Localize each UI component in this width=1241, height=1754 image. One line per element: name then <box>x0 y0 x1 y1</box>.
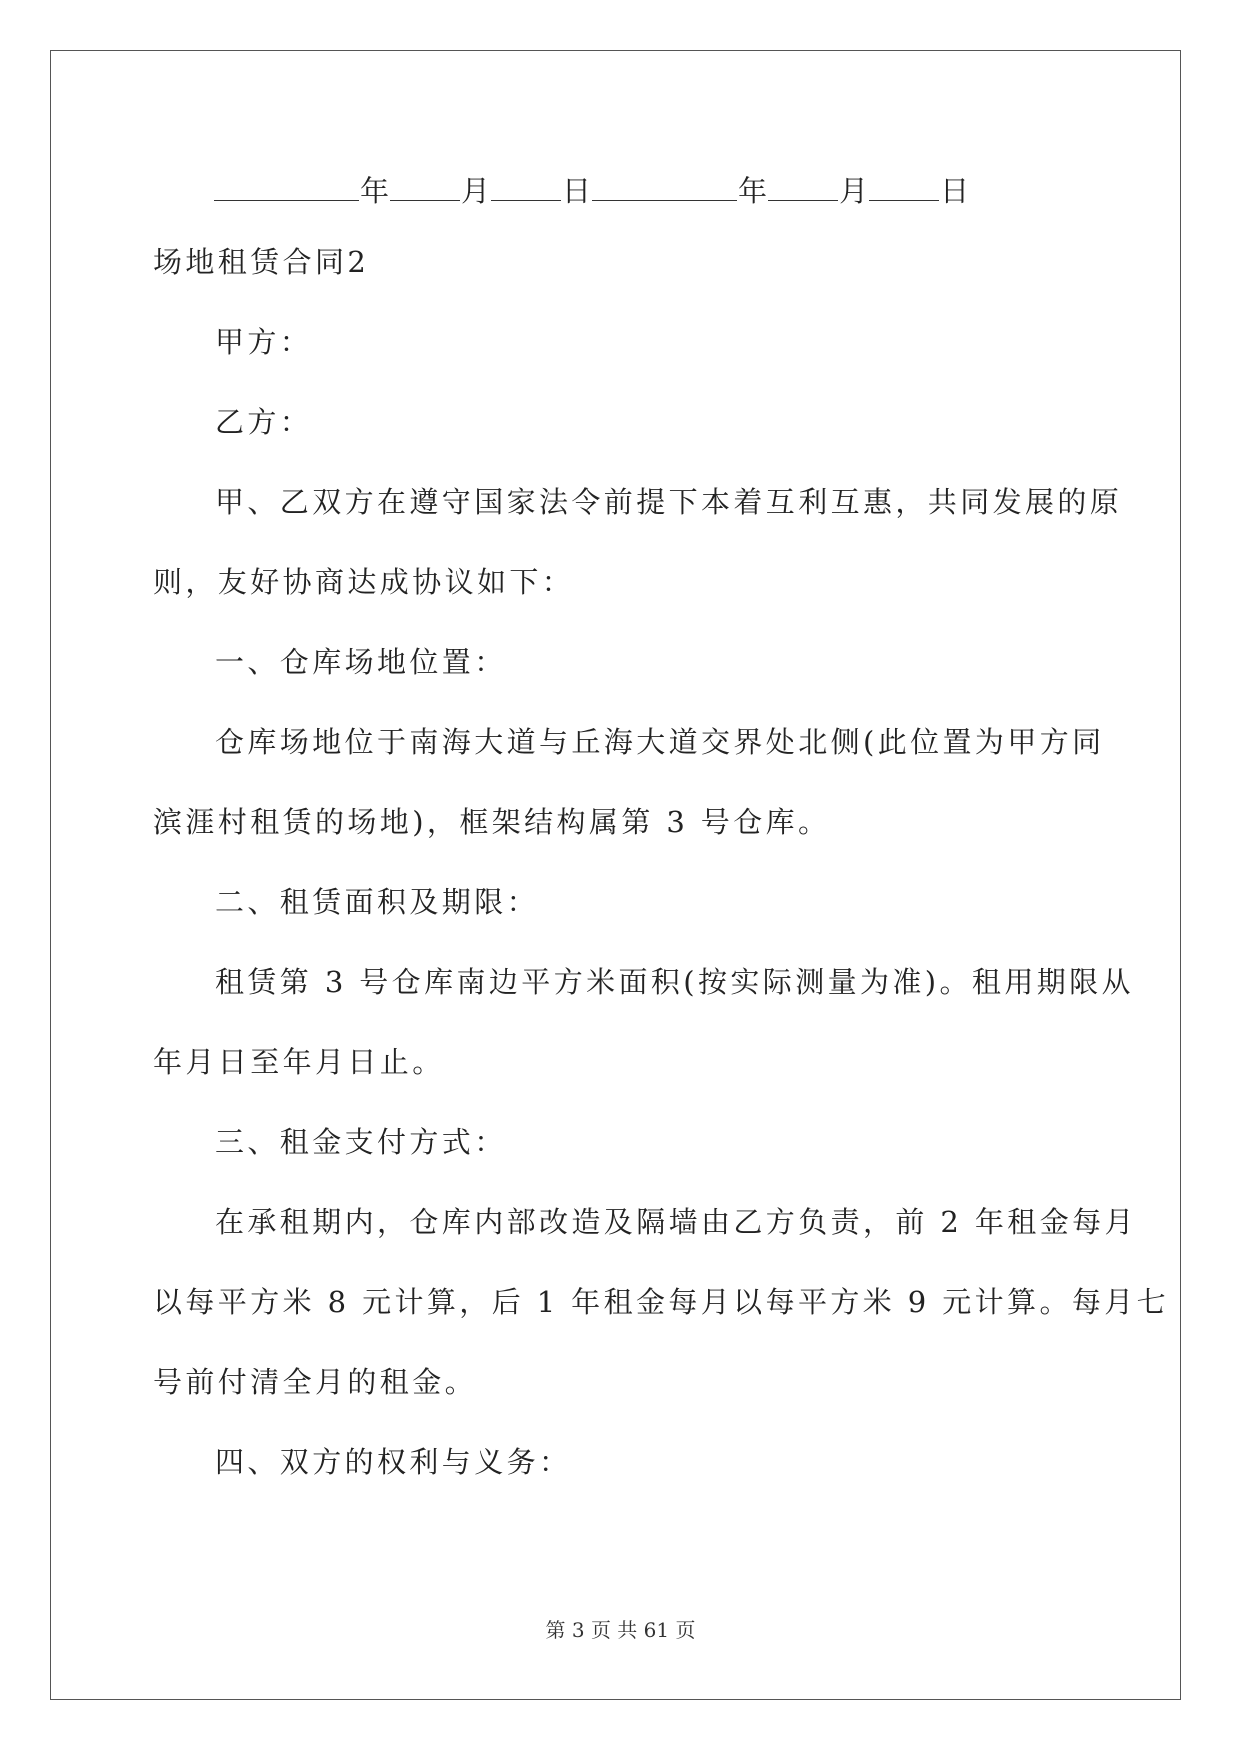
month-label: 月 <box>461 174 491 208</box>
day-label: 日 <box>562 174 592 208</box>
section-heading: 三、租金支付方式： <box>215 1125 507 1159</box>
paragraph-line: 在承租期内，仓库内部改造及隔墙由乙方负责，前 2 年租金每月 <box>215 1205 1137 1239</box>
section-heading: 四、双方的权利与义务： <box>215 1445 572 1479</box>
page-footer: 第 3 页 共 61 页 <box>545 1618 696 1642</box>
month-label: 月 <box>839 174 869 208</box>
date-signature-line <box>213 170 969 211</box>
year-label: 年 <box>360 174 390 208</box>
year-blank <box>214 170 359 201</box>
paragraph-line: 则，友好协商达成协议如下： <box>153 565 575 599</box>
day-blank <box>869 170 939 201</box>
section-heading: 二、租赁面积及期限： <box>215 885 540 919</box>
party-a-label: 甲方： <box>215 325 313 359</box>
paragraph-line: 以每平方米 8 元计算，后 1 年租金每月以每平方米 9 元计算。每月七 <box>153 1285 1170 1319</box>
paragraph-line: 租赁第 3 号仓库南边平方米面积(按实际测量为准)。租用期限从 <box>215 965 1134 999</box>
paragraph-line: 滨涯村租赁的场地)，框架结构属第 3 号仓库。 <box>153 805 831 839</box>
paragraph-line: 甲、乙双方在遵守国家法令前提下本着互利互惠，共同发展的原 <box>215 485 1123 519</box>
party-b-label: 乙方： <box>215 405 313 439</box>
month-blank <box>768 170 838 201</box>
paragraph-line: 年月日至年月日止。 <box>153 1045 445 1079</box>
contract-title: 场地租赁合同2 <box>153 245 370 279</box>
year-label: 年 <box>738 174 768 208</box>
day-blank <box>491 170 561 201</box>
month-blank <box>390 170 460 201</box>
paragraph-line: 仓库场地位于南海大道与丘海大道交界处北侧(此位置为甲方同 <box>215 725 1105 759</box>
year-blank <box>592 170 737 201</box>
paragraph-line: 号前付清全月的租金。 <box>153 1365 478 1399</box>
day-label: 日 <box>940 174 970 208</box>
section-heading: 一、仓库场地位置： <box>215 645 507 679</box>
